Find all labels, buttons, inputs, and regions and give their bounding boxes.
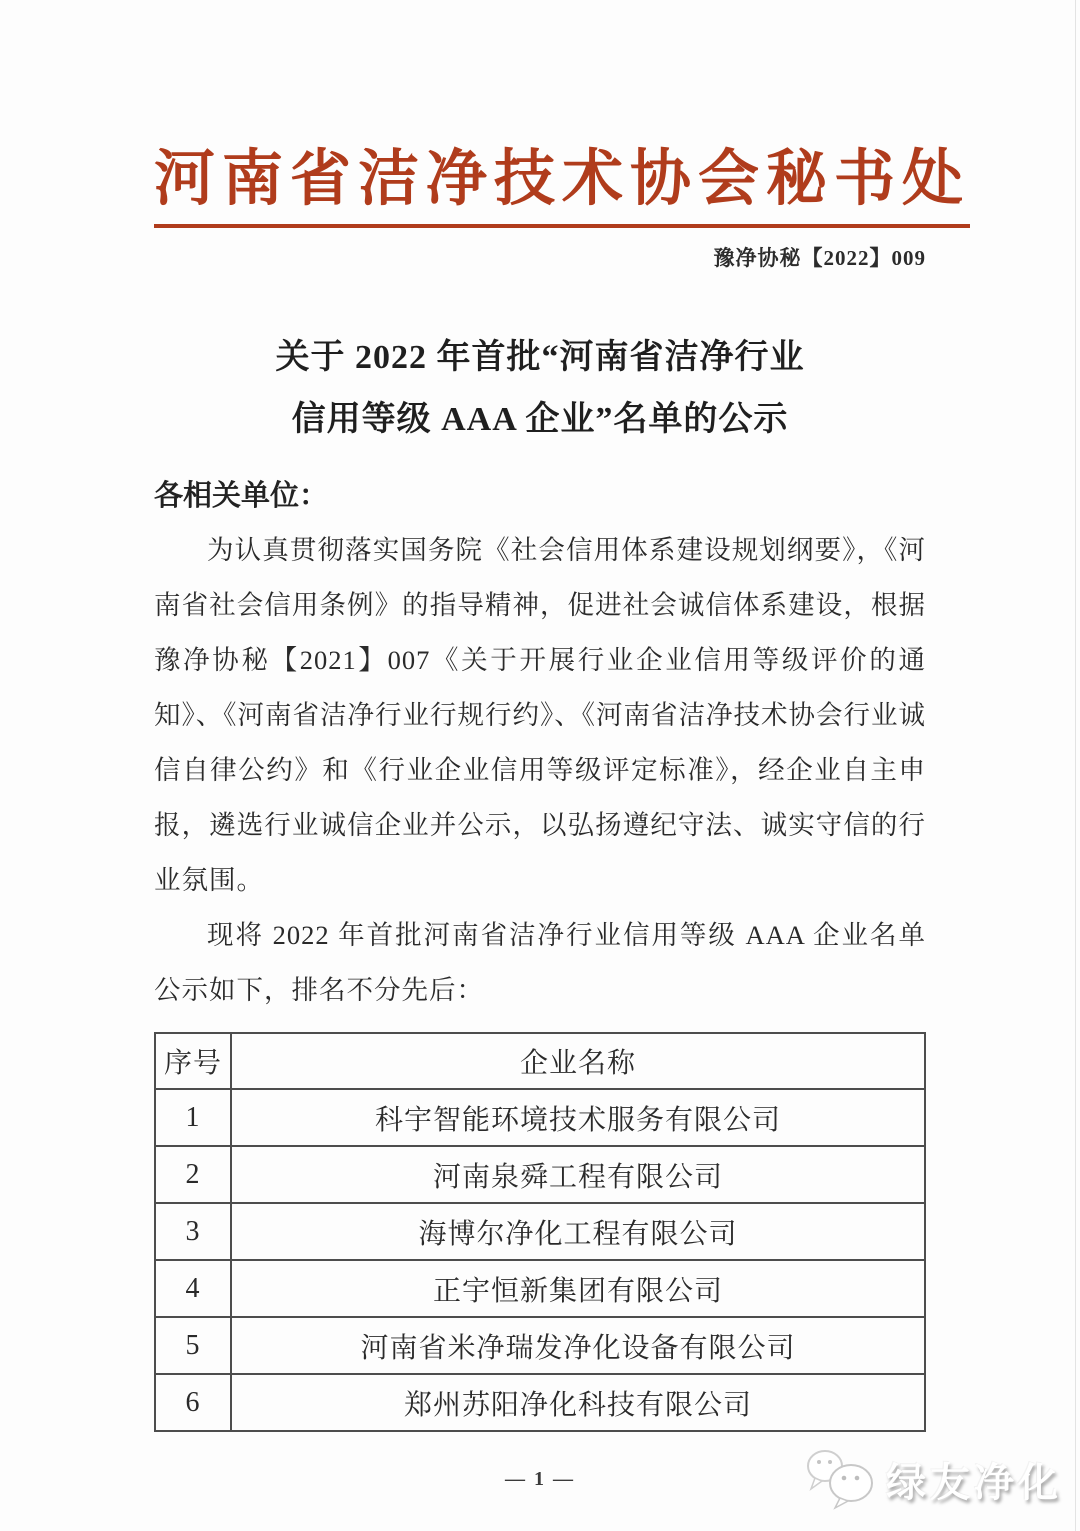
- body-paragraph-1: 为认真贯彻落实国务院《社会信用体系建设规划纲要》，《河南省社会信用条例》的指导精神，促进社会诚信体系建设，根据豫净协秘【2021】007《关于开展行业企业信用等级评价的通知》、《河南省洁净行业行规行约》、《河南省洁净技术协会行业诚信自律公约》和《行业企业信用等级评定标准》，经企业自主申报，遴选行业诚信企业并公示，以弘扬遵纪守法、诚实守信的行业氛围。: [154, 535, 926, 896]
- salutation: 各相关单位：: [154, 480, 329, 513]
- scan-edge-shadow: [1075, 0, 1076, 1531]
- document-title-line1: 关于 2022 年首批“河南省洁净行业: [275, 339, 805, 377]
- column-header-name: 企业名称: [231, 1033, 925, 1089]
- row-number: 5: [155, 1317, 231, 1374]
- company-name: 河南省米净瑞发净化设备有限公司: [231, 1317, 925, 1374]
- row-number: 3: [155, 1203, 231, 1260]
- document-title-line2: 信用等级 AAA 企业”名单的公示: [291, 401, 789, 439]
- column-header-no: 序号: [155, 1033, 231, 1089]
- page-number: — 1 —: [505, 1468, 575, 1491]
- company-name: 正宇恒新集团有限公司: [231, 1260, 925, 1317]
- table-row: [155, 1146, 925, 1203]
- row-number: 1: [155, 1089, 231, 1146]
- table-header-row: [155, 1033, 925, 1089]
- watermark: [802, 1444, 1062, 1515]
- watermark-label: 绿友净化: [886, 1461, 1062, 1505]
- table-row: [155, 1374, 925, 1431]
- row-number: 4: [155, 1260, 231, 1317]
- document-content: [154, 146, 971, 1491]
- table-row: [155, 1203, 925, 1260]
- company-roster-table: [154, 1032, 926, 1432]
- table-row: [155, 1089, 925, 1146]
- row-number: 2: [155, 1146, 231, 1203]
- company-name: 河南泉舜工程有限公司: [231, 1146, 925, 1203]
- chat-bubbles-icon: [802, 1444, 880, 1515]
- company-name: 郑州苏阳净化科技有限公司: [231, 1374, 925, 1431]
- row-number: 6: [155, 1374, 231, 1431]
- document-number: 豫净协秘【2022】009: [713, 246, 926, 271]
- letterhead: [154, 146, 971, 228]
- company-name: 海博尔净化工程有限公司: [231, 1203, 925, 1260]
- table-row: [155, 1260, 925, 1317]
- document-title: [154, 327, 926, 451]
- company-name: 科宇智能环境技术服务有限公司: [231, 1089, 925, 1146]
- body-paragraph-2: 现将 2022 年首批河南省洁净行业信用等级 AAA 企业名单公示如下，排名不分先后：: [154, 920, 926, 1006]
- organization-title: 河南省洁净技术协会秘书处: [154, 146, 970, 228]
- table-row: [155, 1317, 925, 1374]
